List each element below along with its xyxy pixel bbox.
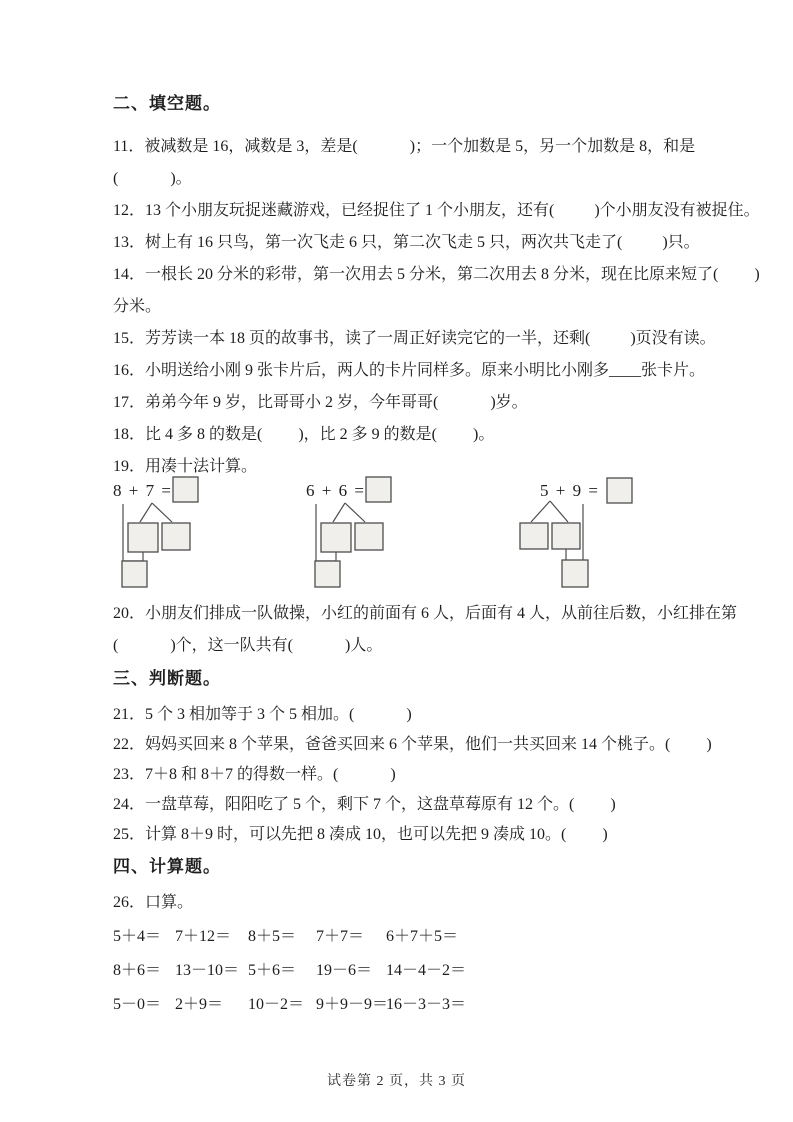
calc-expression: 7＋12＝ [175, 928, 232, 945]
ten-box [122, 561, 147, 587]
calc-expression: 16－3－3＝ [386, 996, 467, 1013]
calc-expression: 8＋6＝ [113, 962, 162, 979]
connector-line [316, 552, 336, 561]
make-ten-diagram-5-plus-9 [513, 473, 638, 598]
answer-box [607, 478, 632, 503]
question-11-line-2: ( )。 [113, 170, 192, 187]
question-24: 24．一盘草莓，阳阳吃了 5 个，剩下 7 个，这盘草莓原有 12 个。( ) [113, 796, 616, 813]
worksheet-content [113, 93, 760, 1022]
split-line-right [152, 503, 172, 522]
ten-box [562, 560, 588, 587]
split-line-left [333, 503, 345, 522]
calc-expression: 7＋7＝ [316, 928, 365, 945]
question-13: 13．树上有 16 只鸟，第一次飞走 6 只，第二次飞走 5 只，两次共飞走了( )只。 [113, 234, 700, 251]
connector-line [123, 552, 143, 561]
split-line-left [140, 503, 152, 522]
connector-line [566, 549, 583, 561]
answer-box [173, 477, 198, 502]
question-18: 18．比 4 多 8 的数是( )，比 2 多 9 的数是( )。 [113, 426, 495, 443]
calc-expression: 13－10＝ [175, 962, 240, 979]
question-15: 15．芳芳读一本 18 页的故事书，读了一周正好读完它的一半，还剩( )页没有读。 [113, 330, 716, 347]
calc-expression: 8＋5＝ [248, 928, 297, 945]
split-box-right [162, 523, 190, 550]
question-22: 22．妈妈买回来 8 个苹果，爸爸买回来 6 个苹果，他们一共买回来 14 个桃子。( ) [113, 736, 712, 753]
question-12: 12．13 个小朋友玩捉迷藏游戏，已经捉住了 1 个小朋友，还有( )个小朋友没有被捉住。 [113, 202, 760, 219]
calc-expression: 2＋9＝ [175, 996, 224, 1013]
answer-box [366, 477, 391, 502]
calc-expression: 9＋9－9＝ [316, 996, 389, 1013]
split-box-right [355, 523, 383, 550]
calc-expression: 5－0＝ [113, 996, 162, 1013]
calc-expression: 5＋4＝ [113, 928, 162, 945]
page-footer: 试卷第 2 页，共 3 页 [327, 1074, 466, 1089]
split-box-left [128, 523, 158, 552]
split-line-left [531, 501, 550, 522]
question-23: 23．7＋8 和 8＋7 的得数一样。( ) [113, 766, 396, 783]
split-line-right [550, 501, 568, 522]
diagram-expression: 8 + 7 = [113, 481, 173, 500]
calc-expression: 14－4－2＝ [386, 962, 467, 979]
split-line-right [345, 503, 365, 522]
calc-expression: 10－2＝ [248, 996, 305, 1013]
split-box-right [552, 523, 580, 549]
question-25: 25．计算 8＋9 时，可以先把 8 凑成 10，也可以先把 9 凑成 10。( ) [113, 826, 608, 843]
split-box-left [520, 523, 548, 549]
diagram-expression: 6 + 6 = [306, 481, 366, 500]
question-26: 26．口算。 [113, 894, 194, 911]
question-14-line-2: 分米。 [113, 298, 162, 315]
question-19: 19．用凑十法计算。 [113, 458, 258, 475]
split-box-left [321, 523, 351, 552]
section-title-true-false: 三、判断题。 [113, 669, 221, 688]
ten-box [315, 561, 340, 587]
make-ten-diagrams [113, 473, 691, 598]
make-ten-diagram-6-plus-6 [305, 473, 395, 598]
question-11-line-1: 11．被减数是 16，减数是 3，差是( )；一个加数是 5，另一个加数是 8，和是 [113, 138, 696, 155]
calc-expression: 6＋7＋5＝ [386, 928, 459, 945]
question-20-line-1: 20．小朋友们排成一队做操，小红的前面有 6 人，后面有 4 人，从前往后数，小红排在第 [113, 605, 738, 622]
question-20-line-2: ( )个，这一队共有( )人。 [113, 637, 383, 654]
section-title-calculation: 四、计算题。 [113, 857, 221, 876]
question-17: 17．弟弟今年 9 岁，比哥哥小 2 岁，今年哥哥( )岁。 [113, 394, 528, 411]
calc-expression: 19－6＝ [316, 962, 373, 979]
diagram-expression: 5 + 9 = [540, 481, 600, 500]
question-21: 21．5 个 3 相加等于 3 个 5 相加。( ) [113, 706, 412, 723]
section-title-fill-blanks: 二、填空题。 [113, 94, 221, 113]
question-16: 16．小明送给小刚 9 张卡片后，两人的卡片同样多。原来小明比小刚多____张卡片。 [113, 362, 706, 379]
question-14-line-1: 14．一根长 20 分米的彩带，第一次用去 5 分米，第二次用去 8 分米，现在比原来短了( ) [113, 266, 760, 283]
make-ten-diagram-8-plus-7 [112, 473, 202, 598]
oral-calculation-grid [113, 920, 691, 1022]
calc-expression: 5＋6＝ [248, 962, 297, 979]
